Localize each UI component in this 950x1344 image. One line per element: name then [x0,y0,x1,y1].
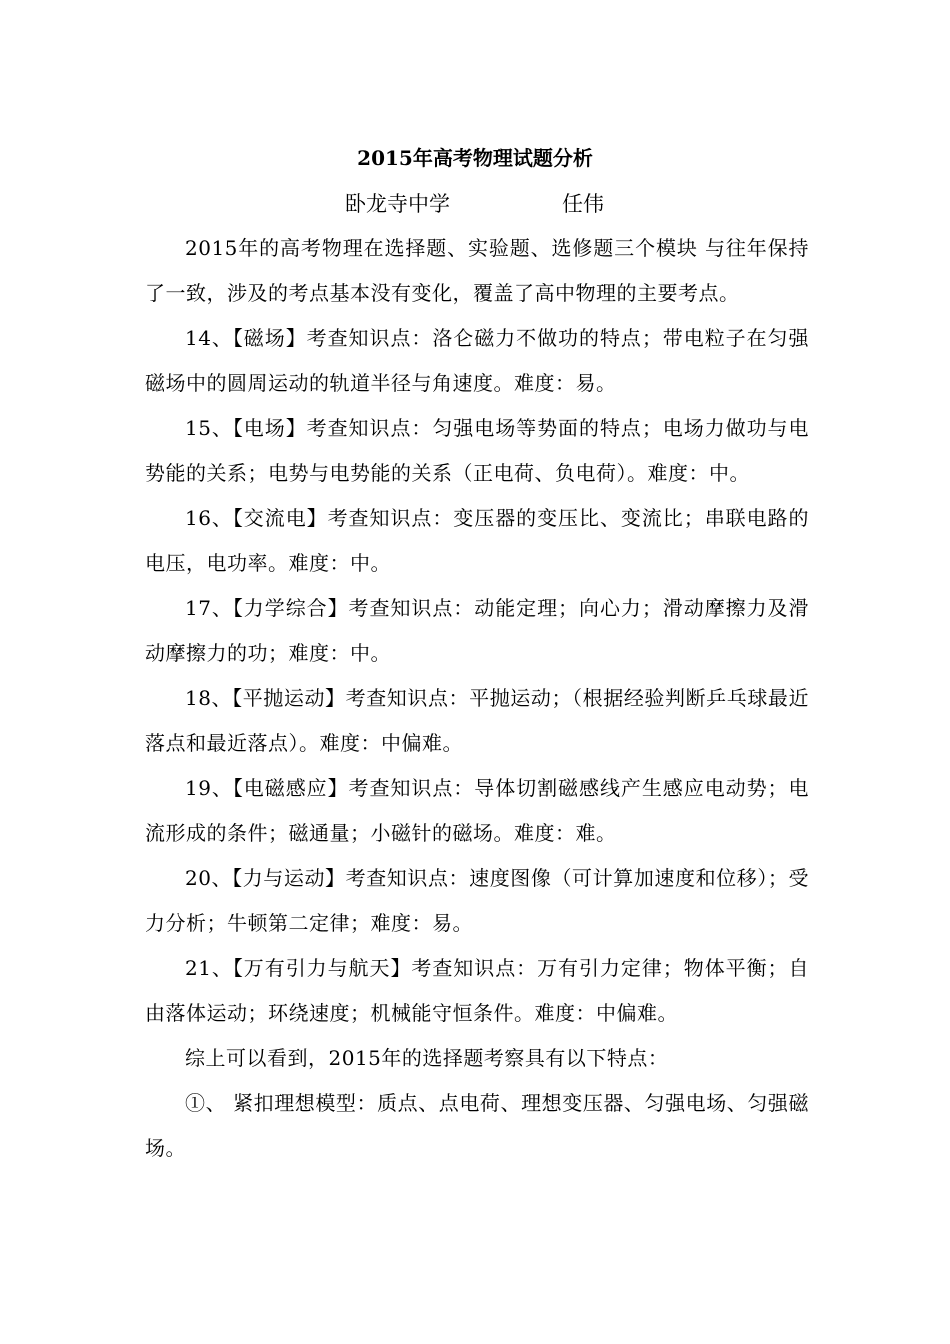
byline [0,184,950,224]
paragraph-q19: 19、【电磁感应】考查知识点：导体切割磁感线产生感应电动势；电流形成的条件；磁通量；小磁针的磁场。难度：难。 [145,776,809,845]
paragraph-intro: 2015年的高考物理在选择题、实验题、选修题三个模块 与往年保持了一致，涉及的考点基本没有变化，覆盖了高中物理的主要考点。 [145,236,809,305]
paragraph-summary: 综上可以看到，2015年的选择题考察具有以下特点： [185,1046,669,1070]
paragraph-q15: 15、【电场】考查知识点：匀强电场等势面的特点；电场力做功与电势能的关系；电势与电势能的关系（正电荷、负电荷）。难度：中。 [145,416,809,485]
paragraph-q18: 18、【平抛运动】考查知识点：平抛运动；（根据经验判断乒乓球最近落点和最近落点）。难度：中偏难。 [145,686,809,755]
paragraph-q16: 16、【交流电】考查知识点：变压器的变压比、变流比；串联电路的电压，电功率。难度：中。 [145,506,809,575]
paragraph-q17: 17、【力学综合】考查知识点：动能定理；向心力；滑动摩擦力及滑动摩擦力的功；难度：中。 [145,596,809,665]
document-body [145,226,809,1171]
paragraph-q21: 21、【万有引力与航天】考查知识点：万有引力定律；物体平衡；自由落体运动；环绕速度；机械能守恒条件。难度：中偏难。 [145,956,809,1025]
paragraph-q14: 14、【磁场】考查知识点：洛仑磁力不做功的特点；带电粒子在匀强磁场中的圆周运动的轨道半径与角速度。难度：易。 [145,326,809,395]
school-name: 卧龙寺中学 [345,192,450,216]
paragraph-feature-1: ①、 紧扣理想模型：质点、点电荷、理想变压器、匀强电场、匀强磁场。 [145,1091,809,1160]
author-name: 任伟 [562,192,604,216]
document-title: 2015年高考物理试题分析 [357,146,593,170]
paragraph-q20: 20、【力与运动】考查知识点：速度图像（可计算加速度和位移）；受力分析；牛顿第二定律；难度：易。 [145,866,809,935]
